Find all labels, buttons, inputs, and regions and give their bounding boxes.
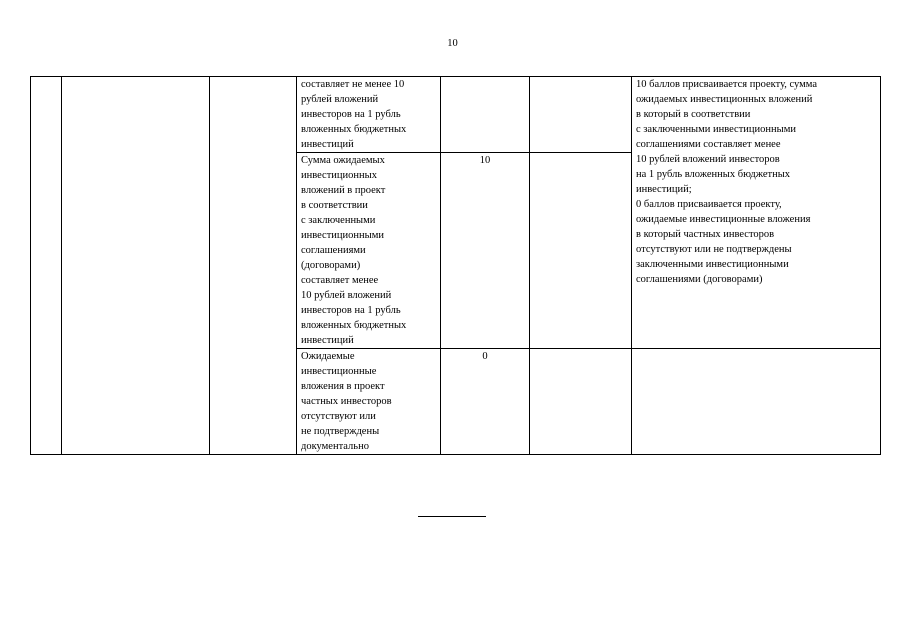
criterion-cell <box>62 77 210 455</box>
end-of-document-rule <box>418 516 486 517</box>
explanation-line: на 1 рубль вложенных бюджетных <box>636 169 791 180</box>
table-row <box>31 77 881 153</box>
indicator-cell <box>297 349 441 455</box>
explanation-line: 10 рублей вложений инвесторов <box>636 154 780 165</box>
score-cell: 0 <box>441 349 530 455</box>
indicator-line: инвестиционными <box>301 230 384 241</box>
indicator-cell <box>297 77 441 153</box>
indicator-line: инвестиций <box>301 335 354 346</box>
explanation-line: в который в соответствии <box>636 109 751 120</box>
indicator-line: не подтверждены <box>301 426 380 437</box>
indicator-line: вложений в проект <box>301 185 386 196</box>
indicator-line: инвестиций <box>301 139 354 150</box>
indicator-line: с заключенными <box>301 215 376 226</box>
explanation-line: в который частных инвесторов <box>636 229 775 240</box>
value-cell <box>530 349 632 455</box>
indicator-line: отсутствуют или <box>301 411 376 422</box>
indicator-line: инвесторов на 1 рубль <box>301 305 401 316</box>
indicator-line: соглашениями <box>301 245 366 256</box>
indicator-line: вложенных бюджетных <box>301 320 407 331</box>
indicator-line: рублей вложений <box>301 94 379 105</box>
parameter-cell <box>210 77 297 455</box>
indicator-line: (договорами) <box>301 260 361 271</box>
explanation-line: отсутствуют или не подтверждены <box>636 244 792 255</box>
indicator-line: в соответствии <box>301 200 368 211</box>
explanation-line: соглашениями (договорами) <box>636 274 763 285</box>
explanation-line: инвестиций; <box>636 184 692 195</box>
indicator-line: Ожидаемые <box>301 351 355 362</box>
value-cell <box>530 153 632 349</box>
indicator-cell <box>297 153 441 349</box>
indicator-line: вложения в проект <box>301 381 385 392</box>
explanation-cell <box>632 77 881 349</box>
criteria-table <box>30 76 881 455</box>
explanation-line: с заключенными инвестиционными <box>636 124 796 135</box>
indicator-line: составляет не менее 10 <box>301 79 405 90</box>
explanation-line: ожидаемых инвестиционных вложений <box>636 94 813 105</box>
indicator-line: инвестиционных <box>301 170 377 181</box>
indicator-line: 10 рублей вложений <box>301 290 392 301</box>
number-cell <box>31 77 62 455</box>
explanation-line: 10 баллов присваивается проекту, сумма <box>636 79 818 90</box>
explanation-line: соглашениями составляет менее <box>636 139 781 150</box>
indicator-line: составляет менее <box>301 275 379 286</box>
indicator-line: частных инвесторов <box>301 396 392 407</box>
indicator-line: инвестиционные <box>301 366 377 377</box>
score-cell <box>441 77 530 153</box>
explanation-cell <box>632 349 881 455</box>
value-cell <box>530 77 632 153</box>
explanation-line: 0 баллов присваивается проекту, <box>636 199 782 210</box>
indicator-line: инвесторов на 1 рубль <box>301 109 401 120</box>
indicator-line: Сумма ожидаемых <box>301 155 385 166</box>
page-number: 10 <box>447 38 458 49</box>
explanation-line: заключенными инвестиционными <box>636 259 789 270</box>
indicator-line: вложенных бюджетных <box>301 124 407 135</box>
explanation-line: ожидаемые инвестиционные вложения <box>636 214 811 225</box>
score-cell: 10 <box>441 153 530 349</box>
indicator-line: документально <box>301 441 369 452</box>
